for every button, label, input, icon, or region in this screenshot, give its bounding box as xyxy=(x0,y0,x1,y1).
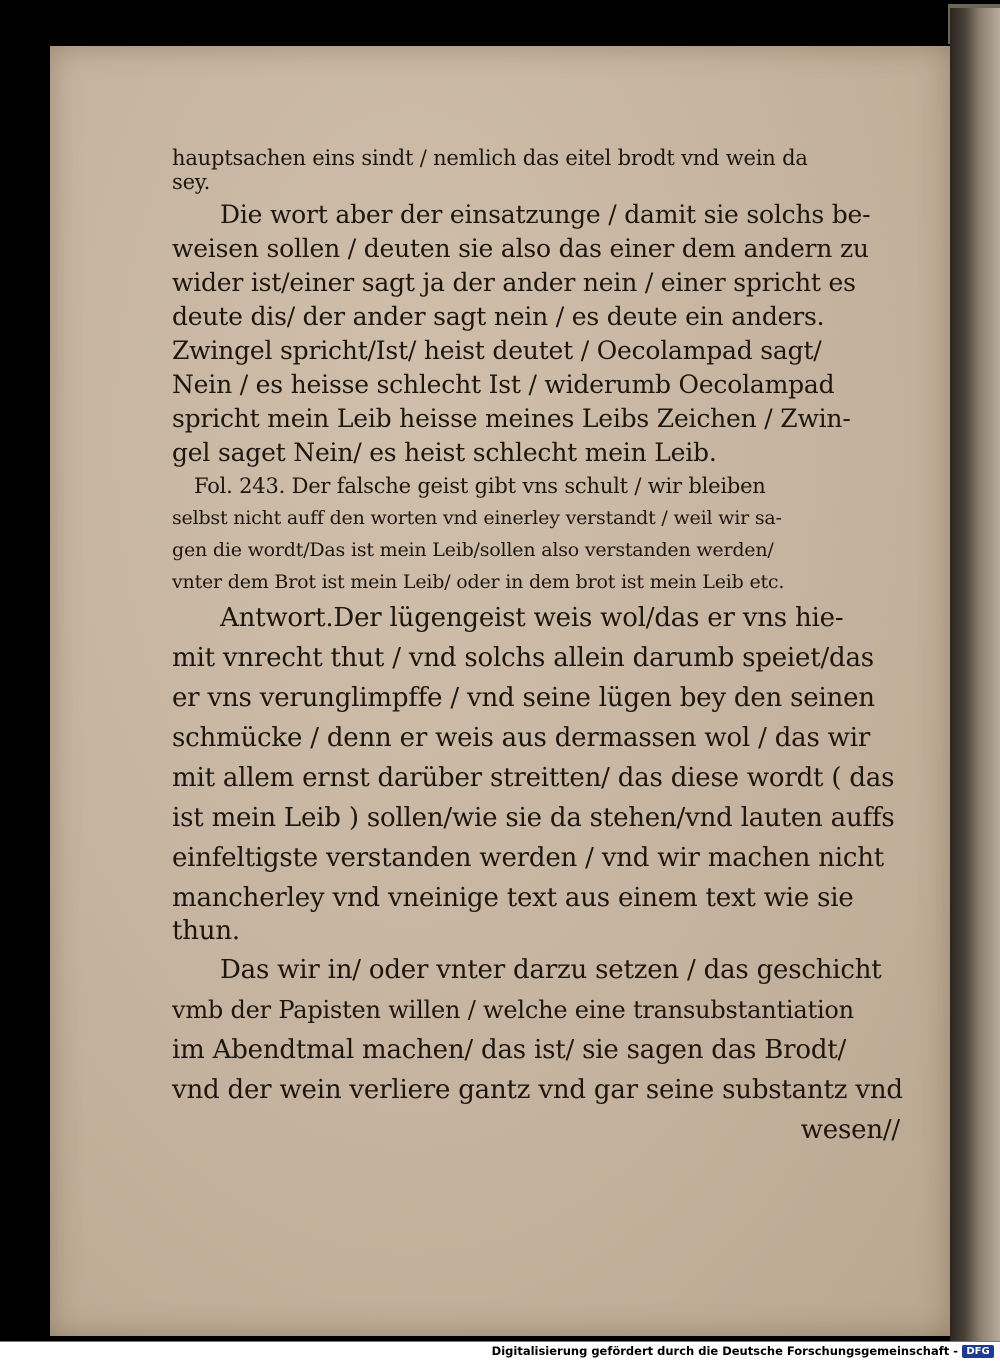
text-line: Nein / es heisse schlecht Ist / widerumb Oecolampad xyxy=(172,370,835,399)
text-line: hauptsachen eins sindt / nemlich das eitel brodt vnd wein da xyxy=(172,146,808,170)
text-line: einfeltigste verstanden werden / vnd wir machen nicht xyxy=(172,843,885,873)
text-line: mancherley vnd vneinige text aus einem text wie sie xyxy=(172,883,854,913)
footer-credit: Digitalisierung gefördert durch die Deutsche Forschungsgemeinschaft - xyxy=(491,1344,958,1358)
text-line: Die wort aber der einsatzunge / damit sie solchs be- xyxy=(220,200,871,229)
text-line: wider ist/einer sagt ja der ander nein / einer spricht es xyxy=(172,268,856,297)
book-edge xyxy=(950,8,1000,1348)
text-line: weisen sollen / deuten sie also das einer dem andern zu xyxy=(172,234,869,263)
footer-bar xyxy=(0,1341,1000,1362)
text-line: sey. xyxy=(172,170,211,194)
text-line: gen die wordt/Das ist mein Leib/sollen also verstanden werden/ xyxy=(172,539,774,561)
text-line: gel saget Nein/ es heist schlecht mein Leib. xyxy=(172,438,717,467)
text-line: Zwingel spricht/Ist/ heist deutet / Oecolampad sagt/ xyxy=(172,336,822,365)
text-line: deute dis/ der ander sagt nein / es deute ein anders. xyxy=(172,302,825,331)
text-line: vmb der Papisten willen / welche eine transubstantiation xyxy=(172,996,854,1024)
text-line: spricht mein Leib heisse meines Leibs Zeichen / Zwin- xyxy=(172,404,851,433)
text-line: wesen// xyxy=(800,1115,900,1145)
dfg-logo xyxy=(962,1345,994,1358)
dfg-logo-text: DFG xyxy=(966,1346,990,1357)
text-line: er vns verunglimpffe / vnd seine lügen bey den seinen xyxy=(172,683,875,713)
text-line: Fol. 243. Der falsche geist gibt vns schult / wir bleiben xyxy=(194,474,766,498)
text-line: ist mein Leib ) sollen/wie sie da stehen/vnd lauten auffs xyxy=(172,803,895,833)
text-line: selbst nicht auff den worten vnd einerley verstandt / weil wir sa- xyxy=(172,507,782,529)
text-line: schmücke / denn er weis aus dermassen wol / das wir xyxy=(172,723,871,753)
text-line: vnter dem Brot ist mein Leib/ oder in dem brot ist mein Leib etc. xyxy=(172,571,785,593)
text-line: thun. xyxy=(172,916,240,946)
text-line: im Abendtmal machen/ das ist/ sie sagen das Brodt/ xyxy=(172,1035,847,1065)
text-line: mit vnrecht thut / vnd solchs allein darumb speiet/das xyxy=(172,643,874,673)
page-text xyxy=(172,140,912,1150)
text-line: vnd der wein verliere gantz vnd gar seine substantz vnd xyxy=(172,1075,903,1105)
text-line: Antwort.Der lügengeist weis wol/das er vns hie- xyxy=(220,603,844,633)
text-line: Das wir in/ oder vnter darzu setzen / das geschicht xyxy=(220,955,882,985)
text-line: mit allem ernst darüber streitten/ das diese wordt ( das xyxy=(172,763,895,793)
